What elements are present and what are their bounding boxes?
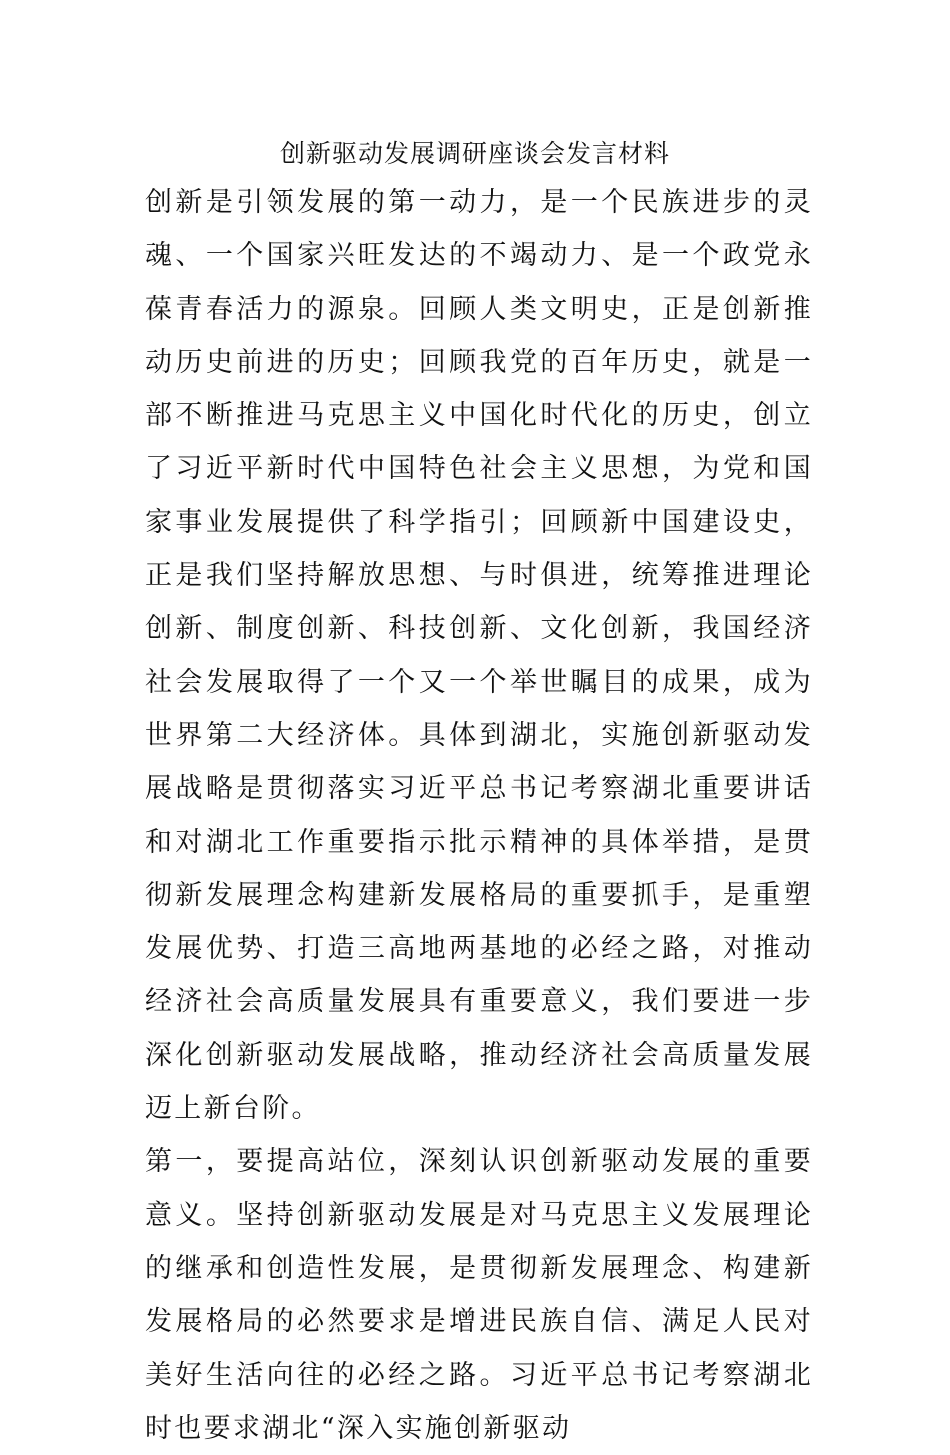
document-title: 创新驱动发展调研座谈会发言材料 — [279, 139, 670, 168]
paragraph-first-point: 第一，要提高站位，深刻认识创新驱动发展的重要意义。坚持创新驱动发展是对马克思主义发展理论的继承和创造性发展，是贯彻新发展理念、构建新发展格局的必然要求是增进民族自信、满足人民对美好生活向往的必经之路。习近平总书记考察湖北时也要求湖北“深入实施创新驱动 — [145, 1146, 813, 1444]
paragraph-intro: 创新是引领发展的第一动力，是一个民族进步的灵魂、一个国家兴旺发达的不竭动力、是一个政党永葆青春活力的源泉。回顾人类文明史，正是创新推动历史前进的历史；回顾我党的百年历史，就是一部不断推进马克思主义中国化时代化的历史，创立了习近平新时代中国特色社会主义思想，为党和国家事业发展提供了科学指引；回顾新中国建设史，正是我们坚持解放思想、与时俱进，统筹推进理论创新、制度创新、科技创新、文化创新，我国经济社会发展取得了一个又一个举世瞩目的成果，成为世界第二大经济体。具体到湖北，实施创新驱动发展战略是贯彻落实习近平总书记考察湖北重要讲话和对湖北工作重要指示批示精神的具体举措，是贯彻新发展理念构建新发展格局的重要抓手，是重塑发展优势、打造三高地两基地的必经之路，对推动经济社会高质量发展具有重要意义，我们要进一步深化创新驱动发展战略，推动经济社会高质量发展迈上新台阶。 — [145, 187, 813, 1125]
document-body — [145, 176, 813, 1455]
